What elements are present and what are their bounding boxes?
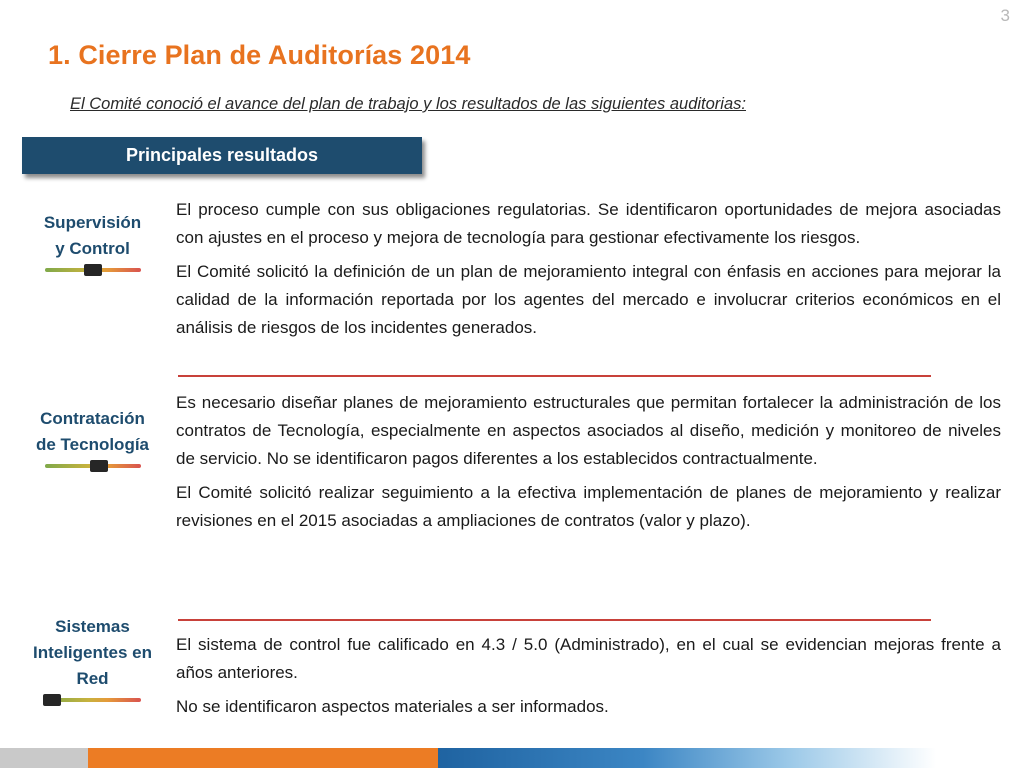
rating-marker	[90, 460, 108, 472]
finding-paragraph: El sistema de control fue calificado en 4.3 / 5.0 (Administrado), en el cual se evidencian mejoras frente a años anteriores.	[176, 635, 1001, 682]
finding-paragraph: El Comité solicitó la definición de un plan de mejoramiento integral con énfasis en acciones para mejorar la calidad de la información reportada por los agentes del mercado e involucrar criterios económicos en el análisis de riesgos de los incidentes generados.	[176, 262, 1001, 337]
findings-sistemas	[176, 631, 1001, 721]
separator-line	[178, 619, 931, 621]
area-label: Contratación de Tecnología	[35, 409, 150, 454]
control-rating-bar	[45, 268, 141, 272]
area-label: Sistemas Inteligentes en Red	[32, 617, 153, 688]
footer-decoration	[0, 748, 1024, 768]
separator-line	[178, 375, 931, 377]
audit-area-supervision	[30, 210, 155, 272]
rating-marker	[84, 264, 102, 276]
finding-paragraph: Es necesario diseñar planes de mejoramiento estructurales que permitan fortalecer la administración de los contratos de Tecnología, especialmente en aspectos asociados al diseño, medición y monitoreo de niveles de servicio. No se identificaron pagos diferentes a los establecidos contractualmente.	[176, 393, 1001, 468]
findings-contratacion	[176, 389, 1001, 535]
section-banner-label: Principales resultados	[125, 145, 319, 165]
audit-area-contratacion	[30, 406, 155, 468]
finding-paragraph: El Comité solicitó realizar seguimiento a la efectiva implementación de planes de mejoramiento y realizar revisiones en el 2015 asociadas a ampliaciones de contratos (valor y plazo).	[176, 483, 1001, 530]
rating-marker	[43, 694, 61, 706]
footer-grey-segment	[0, 748, 88, 768]
control-rating-bar	[45, 464, 141, 468]
findings-supervision	[176, 196, 1001, 342]
page-title: 1. Cierre Plan de Auditorías 2014	[48, 40, 471, 70]
audit-area-sistemas	[30, 614, 155, 702]
slide-number: 3	[1000, 6, 1010, 25]
area-label: Supervisión y Control	[43, 213, 142, 258]
page-subtitle: El Comité conoció el avance del plan de trabajo y los resultados de las siguientes auditorias:	[70, 95, 746, 113]
control-rating-bar	[45, 698, 141, 702]
footer-blue-segment	[438, 748, 1024, 768]
section-banner	[22, 137, 422, 174]
finding-paragraph: El proceso cumple con sus obligaciones regulatorias. Se identificaron oportunidades de mejora asociadas con ajustes en el proceso y mejora de tecnología para gestionar efectivamente los riesgos.	[176, 200, 1001, 247]
footer-orange-segment	[88, 748, 438, 768]
finding-paragraph: No se identificaron aspectos materiales a ser informados.	[176, 697, 609, 716]
